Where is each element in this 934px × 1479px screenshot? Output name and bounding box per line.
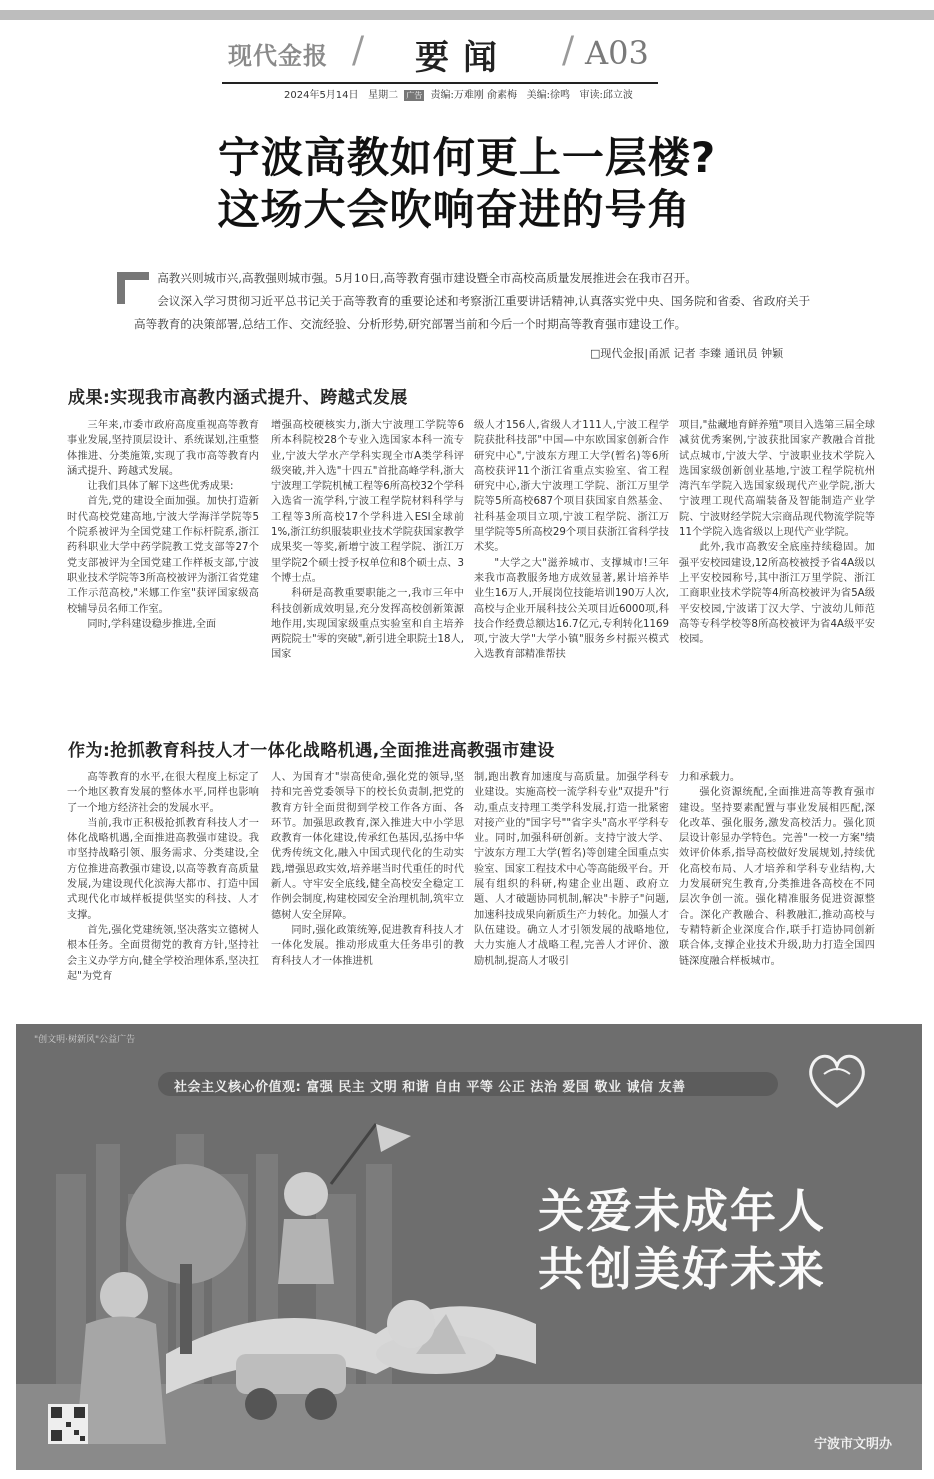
paragraph: 此外,我市高教安全底座持续稳固。加强平安校园建设,12所高校被授予省4A级以上平安校园称号,其中浙江万里学院、浙江工商职业技术学院等4所高校被评为省5A级平安校园,宁波诺丁汉大学、宁波幼儿师范高等专科学校等8所高校被评为省4A级平安校园。	[679, 542, 875, 646]
paragraph: 三年来,市委市政府高度重视高等教育事业发展,坚持顶层设计、系统谋划,注重整体推进、分类施策,实现了我市高等教育内涵式提升、跨越式发展。	[67, 420, 259, 477]
toddler-figure-icon	[387, 1300, 435, 1348]
lead-p2: 会议深入学习贯彻习近平总书记关于高等教育的重要论述和考察浙江重要讲话精神,认真落实党中央、国务院和省委、省政府关于高等教育的决策部署,总结工作、交流经验、分析形势,研究部署当前和今后一个时期高等教育强市建设工作。	[134, 294, 811, 331]
designer: 美编:徐鸣	[526, 90, 570, 101]
page-number: A03	[585, 34, 649, 72]
reviewer: 审读:邱立波	[579, 90, 633, 101]
headline	[0, 132, 934, 236]
section-1-column-1	[67, 418, 259, 708]
toy-car-icon	[236, 1354, 346, 1394]
section-2-column-1	[67, 770, 259, 1002]
slogan-line-1: 关爱未成年人	[538, 1184, 826, 1238]
paragraph: 级人才156人,省级人才111人,宁波工程学院获批科技部"中国—中东欧国家创新合作研究中心",宁波东方理工大学(暂名)等6所高校获评11个浙江省重点实验室、省工程研究中心,浙大宁波理工学院、浙江万里学院等5所高校687个项目获国家自然基金、社科基金项目立项,宁波工程学院、浙江万里学院等5所高校29个项目获浙江省科学技术奖。	[474, 420, 669, 554]
section-2-column-2	[271, 770, 464, 1002]
paragraph: 力和承载力。	[679, 772, 741, 783]
masthead-rule	[222, 82, 658, 84]
paragraph: 制,跑出教育加速度与高质量。加强学科专业建设。实施高校一流学科专业"双提升"行动,重点支持理工类学科发展,打造一批紧密对接产业的"国字号""省字头"高水平学科专业。同时,加强科研创新。支持宁波大学、宁波东方理工大学(暂名)等创建全国重点实验室、国家工程技术中心等高能级平台。开展有组织的科研,构建企业出题、政府立题、人才破题协同机制,解决"卡脖子"问题,加速科技成果向新质生产力转化。加强人才队伍建设。确立人才引领发展的战略地位,大力实施人才战略工程,完善人才评价、激励机制,提高人才吸引	[474, 772, 669, 967]
public-service-ad	[16, 1024, 922, 1470]
paragraph: 当前,我市正积极抢抓教育科技人才一体化战略机遇,全面推进高教强市建设。我市坚持战略引领、服务需求、分类建设,全方位推进高教强市建设,以高等教育高质量发展,为建设现代化滨海大都市、打造中国式现代化市域样板提供坚实的科技、人才支撑。	[67, 817, 259, 921]
paragraph: 首先,强化党建统领,坚决落实立德树人根本任务。全面贯彻党的教育方针,坚持社会主义办学方向,健全学校治理体系,坚决扛起"为党育	[67, 924, 259, 982]
masthead-slash-2: /	[562, 30, 575, 71]
issue-weekday: 星期二	[368, 90, 399, 101]
masthead	[0, 28, 934, 76]
section-2-column-4	[679, 770, 875, 1002]
heart-logo-icon	[802, 1044, 872, 1114]
paragraph: 项目,"盐藏地育鲜养殖"项目入选第三届全球减贫优秀案例,宁波获批国家产教融合首批试点城市,宁波大学、宁波职业技术学院入选国家级创新创业基地,宁波工程学院杭州湾汽车学院入选国家级现代产业学院,浙大宁波理工现代高端装备及智能制造产业学院、宁波财经学院大宗商品现代物流学院等11个学院入选省级以上现代产业学院。	[679, 420, 875, 539]
section-2-title: 作为:抢抓教育科技人才一体化战略机遇,全面推进高教强市建设	[68, 741, 555, 761]
paragraph: 让我们具体了解下这些优秀成果:	[87, 481, 234, 493]
paragraph: 同时,学科建设稳步推进,全面	[87, 618, 217, 630]
headline-line-2: 这场大会吹响奋进的号角	[217, 185, 691, 234]
paper-name: 现代金报	[228, 41, 328, 70]
masthead-slash: /	[352, 30, 365, 71]
section-name: 要闻	[415, 38, 511, 78]
lead-p1: 高教兴则城市兴,高教强则城市强。5月10日,高等教育强市建设暨全市高校高质量发展推进会在我市召开。	[157, 271, 697, 285]
section-1-column-3	[474, 418, 669, 708]
qr-code-icon	[48, 1404, 88, 1444]
ad-campaign-tag: "创文明·树新风"公益广告	[34, 1035, 136, 1045]
paragraph: 增强高校硬核实力,浙大宁波理工学院等6所本科院校28个专业入选国家本科一流专业,宁波大学水产学科实现全市A类学科评级突破,并入选"十四五"首批高峰学科,浙大宁波理工学院机械工程等6所高校32个学科入选省一流学科,宁波工程学院材料科学与工程等3所高校17个学科进入ESI全球前1%,浙江纺织服装职业技术学院获国家教学成果奖一等奖,新增宁波工程学院、浙江万里学院2个硕士授予权单位和8个硕士点、3个博士点。	[271, 420, 464, 584]
section-2-column-3	[474, 770, 669, 1002]
paragraph: 强化资源统配,全面推进高等教育强市建设。坚持要素配置与事业发展相匹配,深化改革、强化服务,激发高校活力。强化顶层设计彰显办学特色。完善"一校一方案"绩效评价体系,指导高校做好发展规划,持续优化高校布局、人才培养和学科专业结构,大力发展研究生教育,分类推进各高校在不同层次争创一流。强化精准服务促进资源整合。深化产教融合、科教融汇,推动高校与专精特新企业深度合作,联手打造协同创新联合体,支撑企业技术升级,助力打造全国四链深度融合样板城市。	[679, 787, 875, 967]
lead-paragraph	[134, 267, 814, 336]
byline: □现代金报|甬派 记者 李臻 通讯员 钟颖	[590, 347, 784, 360]
section-1-title: 成果:实现我市高教内涵式提升、跨越式发展	[68, 388, 408, 408]
child-figure-icon	[284, 1172, 328, 1216]
paragraph: 同时,强化政策统筹,促进教育科技人才一体化发展。推动形成重大任务串引的教育科技人才一体推进机	[271, 924, 464, 967]
core-values-text: 社会主义核心价值观: 富强 民主 文明 和谐 自由 平等 公正 法治 爱国 敬业 诚信 友善	[174, 1080, 686, 1095]
page-meta	[284, 86, 633, 101]
top-bar	[0, 10, 934, 20]
flag-icon	[376, 1124, 411, 1152]
paragraph: 科研是高教重要职能之一,我市三年中科技创新成效明显,充分发挥高校创新策源地作用,实现国家级重点实验室和自主培养两院院士"零的突破",新引进全职院士18人,国家	[271, 588, 464, 661]
adult-figure-icon	[100, 1272, 148, 1320]
ad-sponsor: 宁波市文明办	[813, 1437, 892, 1452]
paragraph: "大学之大"滋养城市、支撑城市!三年来我市高教服务地方成效显著,累计培养毕业生16万人,开展岗位技能培训190万人次,高校与企业开展科技公关项目近6000项,科技合作经费总额达16.7亿元,专利转化1169项,宁波大学"大学小镇"服务乡村振兴模式入选教育部精准帮扶	[474, 557, 669, 661]
paragraph: 首先,党的建设全面加强。加快打造新时代高校党建高地,宁波大学海洋学院等5个院系被评为全国党建工作标杆院系,浙江药科职业大学中药学院教工党支部等27个党支部被评为全国党建工作样板支部,宁波职业技术学院等3所高校被评为浙江省党建工作示范高校,"米娜工作室"获评国家级高校辅导员名师工作室。	[67, 496, 259, 615]
ad-slogan	[538, 1182, 826, 1298]
section-1-column-2	[271, 418, 464, 708]
issue-date: 2024年5月14日	[284, 90, 359, 101]
section-1-column-4	[679, 418, 875, 708]
paragraph: 人、为国育才"崇高使命,强化党的领导,坚持和完善党委领导下的校长负责制,把党的教育方针全面贯彻到学校工作各方面、各环节。加强思政教育,深入推进大中小学思政教育一体化建设,传承红色基因,弘扬中华优秀传统文化,融入中国式现代化的生动实践,增强思政实效,培养堪当时代重任的时代新人。守牢安全底线,健全高校安全稳定工作例会制度,构建校园安全治理机制,筑牢立德树人安全屏障。	[271, 772, 464, 921]
ad-tag-badge: 广告	[406, 91, 423, 100]
headline-line-1: 宁波高教如何更上一层楼?	[217, 133, 717, 182]
paragraph: 高等教育的水平,在很大程度上标定了一个地区教育发展的整体水平,同样也影响了一个地方经济社会的发展水平。	[67, 772, 259, 814]
editors: 责编:万难刚 俞素梅	[430, 90, 518, 101]
slogan-line-2: 共创美好未来	[538, 1242, 826, 1296]
